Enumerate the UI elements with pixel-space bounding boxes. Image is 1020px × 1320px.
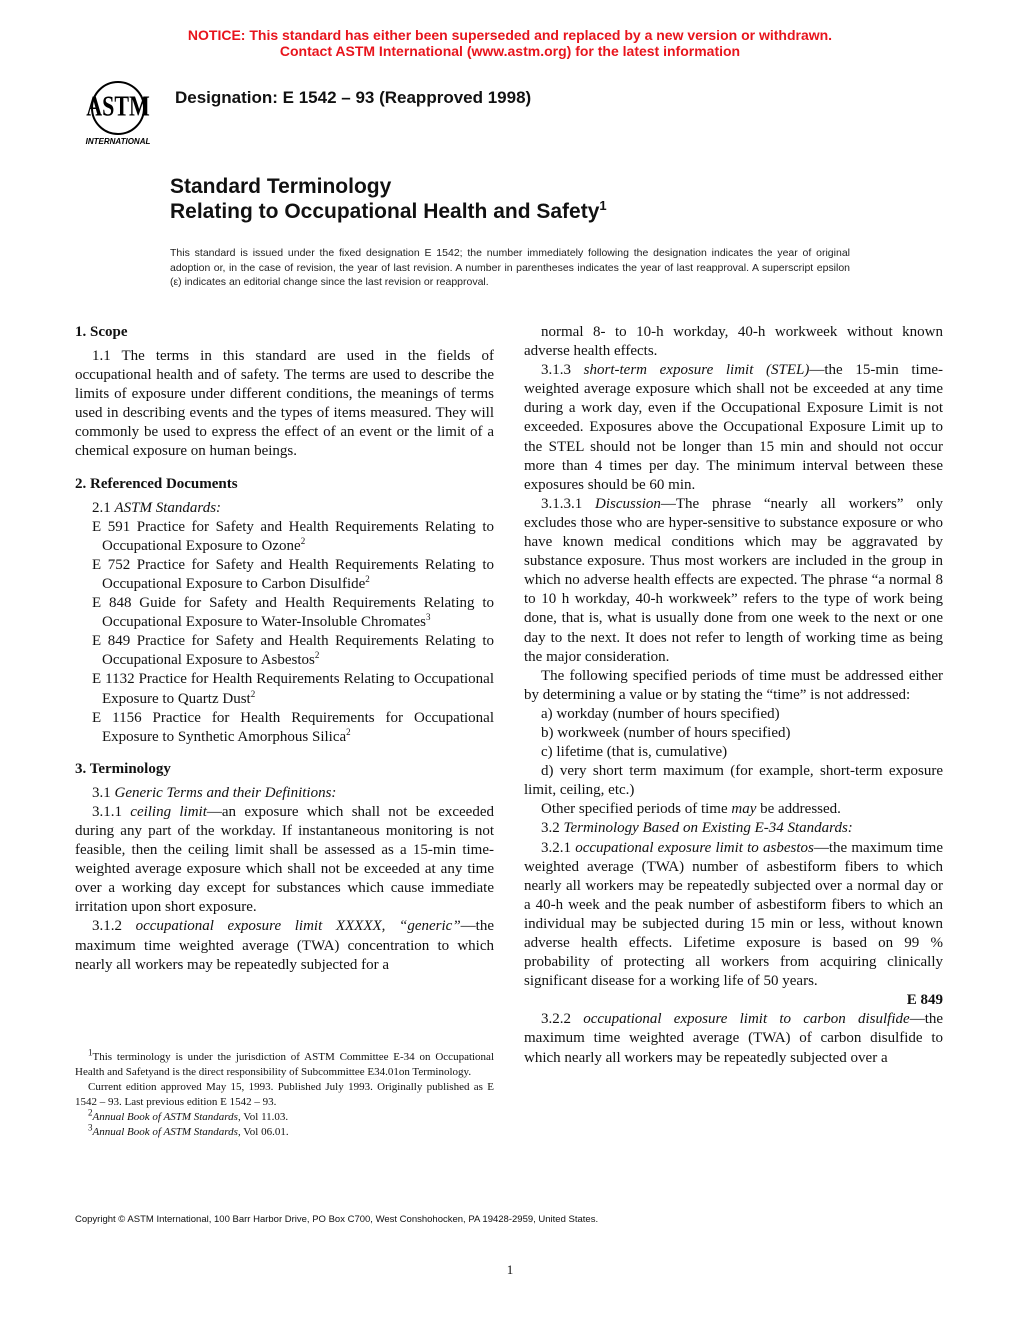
italic-text: ASTM Standards: xyxy=(114,499,222,516)
text-run: —the maximum time weighted average (TWA) of carbon disulfide to which nearly all workers may be repeatedly subjected over a xyxy=(524,1011,944,1066)
referenced-document xyxy=(75,518,494,556)
text-run: d) very short term maximum (for example, short-term exposure limit, ceiling, etc.) xyxy=(524,763,943,799)
left-column xyxy=(75,323,494,975)
paragraph xyxy=(524,1010,943,1067)
footnote xyxy=(75,1080,494,1110)
text-run: —the maximum time weighted average (TWA) concentration to which nearly all workers may be repeatedly subjected for a xyxy=(75,918,494,973)
title-line-2 xyxy=(170,199,607,224)
italic-text: occupational exposure limit to carbon disulfide xyxy=(583,1011,910,1028)
italic-text: may xyxy=(731,801,757,818)
paragraph xyxy=(75,784,494,803)
italic-text: Generic Terms and their Definitions: xyxy=(114,784,337,801)
paragraph xyxy=(75,917,494,974)
italic-text: Terminology Based on Existing E-34 Standards: xyxy=(563,820,853,837)
text-run: Current edition approved May 15, 1993. Published July 1993. Originally published as E 1542 – 93. Last previous edition E 1542 – 93. xyxy=(75,1081,494,1108)
text-run: 2.1 xyxy=(92,499,115,516)
text-run: This terminology is under the jurisdiction of ASTM Committee E-34 on Occupational Health and Safetyand is the direct responsibility of Subcommittee E34.01on Terminology. xyxy=(75,1051,494,1078)
paragraph xyxy=(524,762,943,800)
footnote-ref: 2 xyxy=(346,726,351,737)
paragraph xyxy=(524,800,943,819)
text-run: 3.1.2 xyxy=(92,918,136,935)
title-footnote-mark: 1 xyxy=(599,198,607,213)
paragraph xyxy=(524,819,943,838)
paragraph xyxy=(524,839,943,992)
footnote xyxy=(75,1122,494,1140)
text-run: 3.2 xyxy=(541,820,564,837)
text-run: b) workweek (number of hours specified) xyxy=(541,724,791,741)
footnote-ref: 2 xyxy=(365,573,370,584)
footnotes xyxy=(75,1047,494,1140)
paragraph xyxy=(524,323,943,361)
italic-text: occupational exposure limit XXXXX, “generic” xyxy=(135,918,461,935)
section-heading: 3. Terminology xyxy=(75,760,171,777)
paragraph xyxy=(524,991,943,1010)
paragraph xyxy=(75,499,494,518)
text-run: 1.1 The terms in this standard are used in the fields of occupational health and of safety. The terms are used to describe the limits of exposure under different conditions, the meanings of terms used in describing events and the types of items measured. They will commonly be used to express the effect of an event or the limit of a chemical exposure on human beings. xyxy=(75,348,494,460)
text-run: 3.1.3 xyxy=(541,362,584,379)
footnote-ref: 3 xyxy=(425,612,431,623)
footnote xyxy=(75,1047,494,1080)
title-line-1: Standard Terminology xyxy=(170,175,392,198)
text-run: , Vol 11.03. xyxy=(237,1111,289,1123)
italic-text: short-term exposure limit (STEL) xyxy=(583,362,810,379)
text-run: 3.2.1 xyxy=(541,839,576,856)
text-run: 3.2.2 xyxy=(541,1011,584,1028)
italic-text: Annual Book of ASTM Standards xyxy=(92,1111,238,1123)
text-run: E 848 Guide for Safety and Health Requirements Relating to Occupational Exposure to Water-Insoluble Chromates xyxy=(92,595,494,631)
footnote-ref: 2 xyxy=(250,688,256,699)
section-heading: 1. Scope xyxy=(75,324,128,340)
astm-logo xyxy=(78,78,160,148)
title-line-2-text: Relating to Occupational Health and Safety xyxy=(170,200,600,223)
text-run: —the maximum time weighted average (TWA) number of asbestiform fibers to which nearly all workers may be repeatedly subjected over a normal day or a 40-h week and the peak number of asbestiform fibers to which an individual may be subjected during 15 min or less, without known adverse health effects. Lifetime exposure is based on 99 % probability of protecting all workers from acquiring clinically significant disease for a working life of 50 years. xyxy=(524,839,943,990)
footnote-ref: 3 xyxy=(88,1122,93,1133)
text-run: —an exposure which shall not be exceeded during any part of the workday. If instantaneous monitoring is not feasible, then the ceiling limit shall be assessed as a 15-min time-weighted average exposure which shall not be exceeded at any time over a working day except for substances which cause immediate irritation upon short exposure. xyxy=(75,803,494,916)
text-run: E 849 Practice for Safety and Health Requirements Relating to Occupational Exposure to Asbestos xyxy=(92,633,494,669)
referenced-document xyxy=(75,670,494,708)
copyright: Copyright © ASTM International, 100 Barr Harbor Drive, PO Box C700, West Conshohocken, PA 19428-2959, United States. xyxy=(75,1214,599,1225)
text-run: 3.1.3.1 xyxy=(541,495,596,512)
text-run: —the 15-min time-weighted average exposure which shall not be exceeded at any time during a work day, even if the Occupational Exposure Limit is not exceeded. Exposures above the Occupational Exposure Limit up to the STEL should not be longer than 15 min and should not occur more than 4 times per day. The minimum interval between these exposures should be 60 min. xyxy=(524,362,944,493)
notice-banner xyxy=(0,27,1020,59)
footnote-ref: 2 xyxy=(300,535,306,546)
footnote-ref: 2 xyxy=(88,1107,93,1118)
section-heading: 2. Referenced Documents xyxy=(75,475,238,492)
paragraph xyxy=(524,724,943,743)
italic-text: Annual Book of ASTM Standards xyxy=(92,1126,238,1138)
text-run: E 1132 Practice for Health Requirements Relating to Occupational Exposure to Quartz Dust xyxy=(92,671,494,707)
footnote-ref: 2 xyxy=(314,650,320,661)
text-run: c) lifetime (that is, cumulative) xyxy=(541,744,728,761)
paragraph xyxy=(524,743,943,762)
right-column xyxy=(524,323,943,1068)
text-run: E 849 xyxy=(906,992,943,1009)
paragraph xyxy=(524,361,943,495)
svg-text:INTERNATIONAL: INTERNATIONAL xyxy=(85,137,151,146)
referenced-document xyxy=(75,556,494,594)
paragraph xyxy=(524,667,943,705)
text-run: a) workday (number of hours specified) xyxy=(541,705,780,722)
paragraph xyxy=(75,803,494,918)
text-run: Other specified periods of time xyxy=(541,801,732,818)
referenced-document xyxy=(75,709,494,747)
text-run: E 1156 Practice for Health Requirements for Occupational Exposure to Synthetic Amorphous Silica xyxy=(92,709,494,745)
paragraph xyxy=(524,705,943,724)
page-number: 1 xyxy=(506,1262,514,1277)
paragraph xyxy=(75,347,494,462)
text-run: 3.1 xyxy=(92,784,115,801)
footnote xyxy=(75,1107,494,1125)
text-run: , Vol 06.01. xyxy=(237,1126,289,1138)
designation: Designation: E 1542 – 93 (Reapproved 1998) xyxy=(175,88,532,107)
text-run: E 752 Practice for Safety and Health Requirements Relating to Occupational Exposure to Carbon Disulfide xyxy=(92,556,494,592)
referenced-document xyxy=(75,632,494,670)
paragraph xyxy=(524,495,943,667)
document-title xyxy=(170,174,607,224)
notice-line-1: NOTICE: This standard has either been superseded and replaced by a new version or withdrawn. xyxy=(187,27,833,43)
italic-text: occupational exposure limit to asbestos xyxy=(575,839,814,856)
referenced-document xyxy=(75,594,494,632)
issuance-note: This standard is issued under the fixed designation E 1542; the number immediately following the designation indicates the year of original adoption or, in the case of revision, the year of last revision. A number in parentheses indicates the year of last reapproval. A superscript epsilon (ε) indicates an editorial change since the last revision or reapproval. xyxy=(170,247,850,288)
text-run: normal 8- to 10-h workday, 40-h workweek without known adverse health effects. xyxy=(524,324,943,360)
text-run: —The phrase “nearly all workers” only excludes those who are hyper-sensitive to substance exposure or who have known medical conditions which may be aggravated by substance exposure. Thus most workers are included in the group in which no adverse health effects are expected. The phrase “a normal 8 to 10 h workday, 40-h workweek” refers to the type of work being done, that is, what is usually done from one week to the next or one day to the next. It does not refer to length of working time as being the major consideration. xyxy=(524,495,943,665)
italic-text: Discussion xyxy=(595,495,661,512)
text-run: E 591 Practice for Safety and Health Requirements Relating to Occupational Exposure to Ozone xyxy=(92,518,494,554)
text-run: be addressed. xyxy=(756,801,841,818)
footnote-ref: 1 xyxy=(88,1047,93,1058)
italic-text: ceiling limit xyxy=(130,803,207,820)
notice-line-2: Contact ASTM International (www.astm.org) for the latest information xyxy=(279,43,741,59)
text-run: 3.1.1 xyxy=(92,803,131,820)
svg-text:ASTM: ASTM xyxy=(86,89,150,123)
text-run: The following specified periods of time must be addressed either by determining a value or by stating the “time” is not addressed: xyxy=(524,667,943,703)
